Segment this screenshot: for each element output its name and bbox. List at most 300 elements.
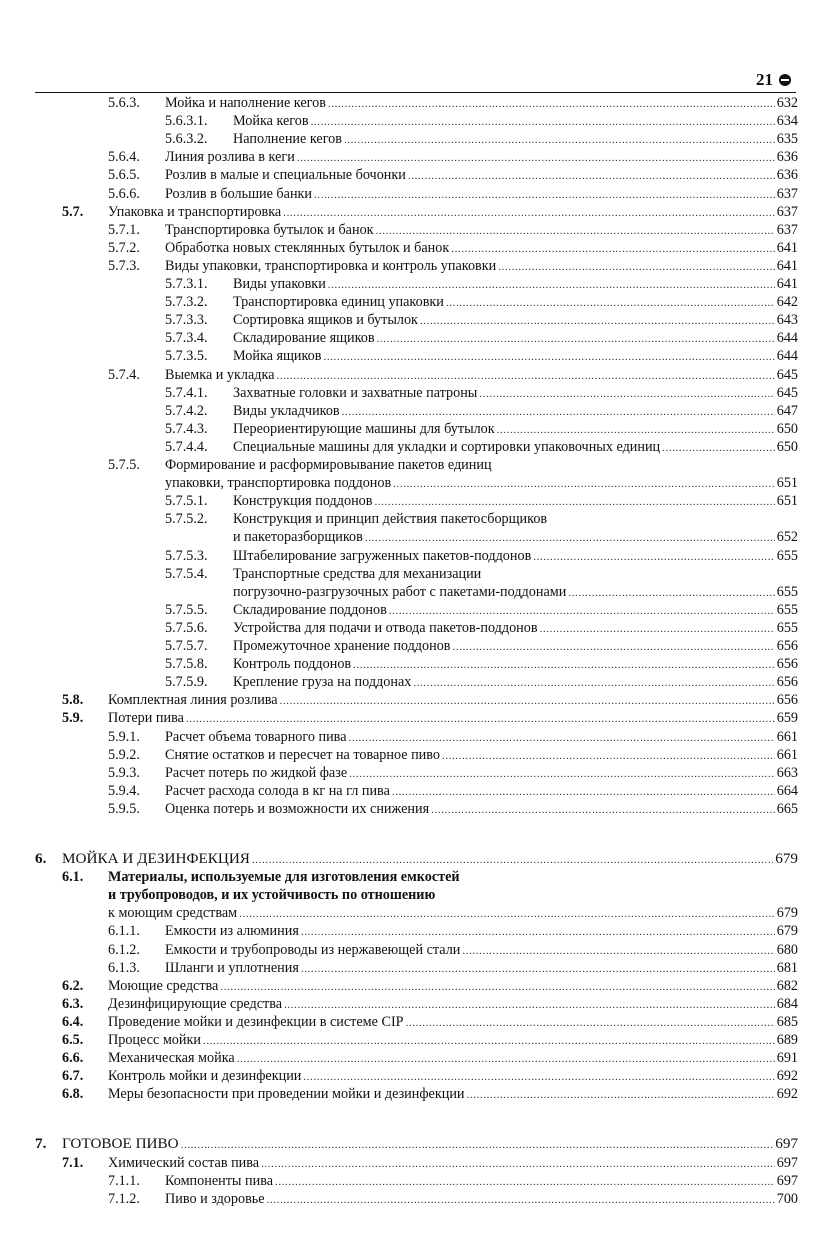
dot-leader [377, 330, 775, 348]
page-marker-icon [779, 74, 791, 86]
toc-entry-title: ГОТОВОЕ ПИВО [62, 1135, 179, 1153]
toc-entry [0, 850, 836, 868]
toc-entry-title: Расчет потерь по жидкой фазе [165, 764, 348, 781]
toc-entry-number: 5.7.5.9. [165, 674, 208, 691]
toc-entry-title: Емкости и трубопроводы из нержавеющей стали [165, 941, 461, 958]
toc-entry-number: 5.7.5. [108, 457, 140, 473]
toc-entry-title: Линия розлива в кеги [165, 149, 295, 166]
dot-leader [186, 710, 775, 728]
toc-entry-line [165, 728, 798, 747]
toc-entry-title: упаковки, транспортировка поддонов [165, 475, 392, 492]
toc-entry-line [62, 1135, 798, 1154]
toc-entry-title: Мойка кегов [233, 113, 309, 130]
toc-entry [0, 619, 836, 637]
dot-leader [252, 851, 773, 869]
toc-entry-line [165, 1172, 798, 1191]
toc-entry [0, 329, 836, 347]
toc-entry-continuation [0, 474, 836, 492]
toc-entry-page: 651 [776, 493, 798, 510]
toc-entry-page: 641 [776, 239, 798, 256]
dot-leader [353, 656, 775, 674]
toc-entry-title: Промежуточное хранение поддонов [233, 638, 451, 654]
toc-entry [0, 257, 836, 275]
toc-entry-line [165, 366, 798, 385]
dot-leader [261, 1155, 775, 1173]
toc-entry-page: 637 [776, 221, 798, 238]
toc-entry-number: 5.7.1. [108, 221, 140, 238]
toc-entry-line [233, 601, 798, 620]
dot-leader [275, 1173, 775, 1191]
dot-leader [431, 801, 775, 819]
dot-leader [277, 367, 775, 385]
toc-entry-number: 5.9.1. [108, 728, 140, 745]
toc-entry-number: 5.6.6. [108, 185, 140, 202]
toc-entry [0, 203, 836, 221]
dot-leader [393, 475, 775, 493]
toc-entry-page: 636 [776, 149, 798, 166]
toc-entry [0, 185, 836, 203]
toc-entry [0, 782, 836, 800]
toc-entry-title: Захватные головки и захватные патроны [233, 384, 478, 401]
toc-entry-number: 5.7.5.7. [165, 638, 208, 654]
toc-entry-page: 641 [776, 257, 798, 274]
toc-entry-page: 635 [776, 131, 798, 148]
header-rule [35, 92, 796, 93]
toc-entry-line [108, 1031, 798, 1050]
toc-entry-line [165, 166, 798, 185]
toc-entry [0, 691, 836, 709]
toc-entry [0, 293, 836, 311]
dot-leader [389, 602, 775, 620]
toc-entry-page: 679 [775, 850, 798, 867]
toc-entry-title: Оценка потерь и возможности их снижения [165, 800, 430, 817]
toc-entry-title: погрузочно-разгрузочных работ с пакетами-поддонами [233, 583, 567, 600]
toc-entry [0, 1013, 836, 1031]
toc-entry [0, 800, 836, 818]
toc-entry-line [233, 619, 798, 638]
toc-entry-number: 5.7.4.3. [165, 420, 208, 437]
dot-leader [662, 439, 775, 457]
toc-entry-page: 636 [776, 167, 798, 184]
toc-entry-line [108, 691, 798, 710]
toc-entry-number: 5.7.5.5. [165, 601, 208, 618]
dot-leader [301, 923, 775, 941]
toc-entry-number: 5.7.3.3. [165, 312, 208, 329]
dot-leader [453, 638, 775, 656]
toc-entry-number: 5.8. [62, 692, 84, 709]
toc-entry-page: 656 [776, 638, 798, 654]
dot-leader [408, 167, 775, 185]
toc-entry-title: Устройства для подачи и отвода пакетов-поддонов [233, 619, 538, 636]
toc-entry-number: 6. [35, 850, 47, 867]
toc-entry-number: 6.1.2. [108, 941, 140, 958]
toc-entry-line [165, 221, 798, 240]
toc-entry [0, 547, 836, 565]
toc-entry [0, 1049, 836, 1067]
toc-entry-number: 5.9.5. [108, 800, 140, 817]
toc-entry-line [165, 941, 798, 960]
dot-leader [301, 960, 775, 978]
toc-entry-line [108, 1049, 798, 1068]
toc-entry-line [165, 764, 798, 783]
toc-entry-title: Дезинфицирующие средства [108, 995, 283, 1012]
toc-entry-title: Конструкция и принцип действия пакетосборщиков [233, 511, 548, 528]
toc-entry-title: Виды упаковки, транспортировка и контроль упаковки [165, 257, 497, 274]
dot-leader [479, 385, 774, 403]
dot-leader [420, 312, 775, 330]
toc-entry-page: 637 [776, 185, 798, 202]
toc-entry-title: Моющие средства [108, 977, 219, 994]
toc-entry-page: 659 [776, 710, 798, 727]
toc-entry-title: к моющим средствам [108, 905, 238, 922]
toc-entry-title: Специальные машины для укладки и сортировки упаковочных единиц [233, 438, 661, 455]
toc-entry [0, 941, 836, 959]
page-number [756, 70, 791, 90]
toc-entry [0, 959, 836, 977]
toc-entry-line [108, 1154, 798, 1173]
toc-entry-title: МОЙКА И ДЕЗИНФЕКЦИЯ [62, 850, 250, 867]
toc-entry-line [233, 655, 798, 674]
dot-leader [376, 222, 775, 240]
dot-leader [328, 95, 775, 113]
toc-entry [0, 347, 836, 365]
toc-entry-line [233, 528, 798, 547]
toc-entry-number: 6.1.3. [108, 959, 140, 976]
dot-leader [342, 403, 775, 421]
toc-entry [0, 977, 836, 995]
toc-entry [0, 764, 836, 782]
toc-entry-page: 645 [776, 366, 798, 383]
toc-entry-number: 5.6.3. [108, 95, 140, 111]
toc-entry-page: 679 [776, 905, 798, 922]
toc-entry-title: Штабелирование загруженных пакетов-поддонов [233, 547, 532, 564]
dot-leader [540, 620, 775, 638]
dot-leader [311, 113, 775, 131]
toc-entry-number: 6.3. [62, 995, 84, 1012]
toc-entry-line [233, 492, 798, 511]
toc-entry-line [233, 583, 798, 602]
toc-entry-line [108, 1013, 798, 1032]
toc-entry-title: Переориентирующие машины для бутылок [233, 420, 495, 437]
toc-entry-line [108, 709, 798, 728]
toc-entry-title: Мойка и наполнение кегов [165, 95, 326, 111]
toc-entry-number: 6.6. [62, 1050, 84, 1067]
toc-entry-line [165, 1190, 798, 1209]
toc-entry-page: 697 [775, 1135, 798, 1153]
dot-leader [498, 258, 774, 276]
dot-leader [413, 674, 774, 692]
toc-entry-number: 5.7.3.2. [165, 294, 208, 311]
toc-entry [0, 148, 836, 166]
dot-leader [349, 765, 775, 783]
toc-entry-number: 5.7.5.1. [165, 493, 208, 510]
toc-entry-title: Выемка и укладка [165, 366, 275, 383]
toc-entry-line [233, 275, 798, 294]
toc-entry-title: Шланги и уплотнения [165, 959, 299, 976]
toc-entry-line [233, 329, 798, 348]
toc-entry-page: 665 [776, 800, 798, 817]
toc-entry-title: Мойка ящиков [233, 348, 322, 365]
toc-entry-line [165, 94, 798, 113]
toc-entry-page: 685 [776, 1013, 798, 1030]
toc-entry-page: 645 [776, 384, 798, 401]
toc-entry-line [165, 800, 798, 819]
toc-entry-number: 5.7.3.5. [165, 348, 208, 365]
toc-entry [0, 709, 836, 727]
toc-entry-title: и пакеторазборщиков [233, 529, 363, 546]
toc-entry-page: 650 [776, 420, 798, 437]
toc-entry-page: 679 [776, 923, 798, 940]
toc-entry-title: Химический состав пива [108, 1154, 260, 1171]
toc-entry-line [108, 995, 798, 1014]
toc-entry-line [233, 347, 798, 366]
toc-entry-line [108, 1085, 798, 1104]
toc-entry-number: 5.9. [62, 710, 84, 727]
toc-entry-page: 652 [776, 529, 798, 546]
toc-entry-page: 641 [776, 276, 798, 292]
toc-entry-page: 684 [776, 995, 798, 1012]
dot-leader [297, 149, 775, 167]
toc-entry-line [233, 438, 798, 457]
toc-entry-title: Материалы, используемые для изготовления емкостей [108, 869, 460, 886]
toc-entry-page: 692 [776, 1068, 798, 1085]
toc-entry-page: 656 [776, 656, 798, 673]
toc-entry-title: Транспортные средства для механизации [233, 565, 482, 582]
toc-entry-line [108, 203, 798, 222]
toc-entry-page: 689 [776, 1032, 798, 1048]
toc-entry-line [108, 1067, 798, 1086]
toc-entry [0, 275, 836, 293]
dot-leader [314, 186, 775, 204]
toc-entry-title: Наполнение кегов [233, 131, 342, 148]
toc-entry-page: 700 [776, 1190, 798, 1207]
dot-leader [568, 584, 774, 602]
dot-leader [451, 240, 774, 258]
toc-entry [0, 420, 836, 438]
toc-entry [0, 492, 836, 510]
toc-entry [0, 1031, 836, 1049]
toc-entry [0, 402, 836, 420]
toc-entry-page: 681 [776, 959, 798, 976]
toc-entry-line [62, 850, 798, 869]
toc-entry-number: 5.7.3.4. [165, 330, 208, 347]
toc-entry [0, 601, 836, 619]
toc-entry-line [233, 293, 798, 312]
dot-leader [446, 294, 775, 312]
toc-entry-number: 5.7. [62, 203, 84, 220]
toc-entry-number: 5.7.4.1. [165, 384, 208, 401]
dot-leader [323, 348, 774, 366]
toc-entry-title: Пиво и здоровье [165, 1190, 265, 1207]
toc-entry-number: 5.9.2. [108, 746, 140, 763]
dot-leader [203, 1032, 775, 1050]
toc-entry-number: 6.1. [62, 869, 84, 886]
toc-entry-title: Потери пива [108, 710, 184, 727]
toc-entry-number: 5.7.3. [108, 257, 140, 274]
toc-entry-line [165, 239, 798, 258]
toc-entry [0, 112, 836, 130]
toc-entry-line [108, 977, 798, 996]
toc-entry-page: 697 [776, 1154, 798, 1171]
toc-entry-title: Виды укладчиков [233, 402, 340, 419]
toc-entry-line [233, 130, 798, 149]
dot-leader [280, 692, 775, 710]
toc-entry-title: Расчет объема товарного пива [165, 728, 347, 745]
toc-entry-number: 5.9.4. [108, 782, 140, 799]
toc-entry-page: 680 [776, 941, 798, 958]
toc-entry-number: 7. [35, 1135, 47, 1153]
toc-entry-title: Обработка новых стеклянных бутылок и банок [165, 239, 450, 256]
toc-entry-page: 656 [776, 674, 798, 691]
dot-leader [392, 783, 775, 801]
toc-entry-title: Розлив в малые и специальные бочонки [165, 167, 406, 184]
toc-entry [0, 922, 836, 940]
toc-entry-continuation [0, 528, 836, 546]
toc-entry-number: 6.1.1. [108, 923, 140, 940]
toc-entry [0, 655, 836, 673]
toc-entry-number: 6.5. [62, 1032, 84, 1048]
toc-entry-line [165, 959, 798, 978]
toc-entry-title: Контроль поддонов [233, 656, 352, 673]
dot-leader [442, 747, 775, 765]
dot-leader [406, 1014, 775, 1032]
toc-entry-title: Механическая мойка [108, 1050, 235, 1067]
toc-entry [0, 1172, 836, 1190]
toc-entry [0, 166, 836, 184]
toc-entry-title: Проведение мойки и дезинфекции в системе CIP [108, 1013, 404, 1030]
toc-entry-page: 691 [776, 1050, 798, 1067]
dot-leader [349, 729, 775, 747]
toc-entry-page: 644 [776, 348, 798, 365]
toc-entry-page: 697 [776, 1172, 798, 1189]
toc-entry [0, 1154, 836, 1172]
toc-entry-continuation [0, 904, 836, 922]
toc-entry-title: Меры безопасности при проведении мойки и дезинфекции [108, 1086, 465, 1103]
toc-entry-number: 5.7.3.1. [165, 276, 208, 292]
toc-entry [0, 438, 836, 456]
page-number-text: 21 [756, 70, 773, 89]
toc-entry-number: 5.7.4.2. [165, 402, 208, 419]
toc-entry-page: 655 [776, 619, 798, 636]
toc-entry-number: 5.9.3. [108, 764, 140, 781]
toc-entry-number: 5.6.3.1. [165, 113, 208, 130]
toc-entry-title: Компоненты пива [165, 1172, 273, 1189]
toc-entry-page: 651 [776, 475, 798, 492]
toc-entry-page: 643 [776, 312, 798, 329]
dot-leader [533, 548, 774, 566]
toc-entry-line [233, 402, 798, 421]
toc-entry-line [233, 384, 798, 403]
toc-entry-page: 632 [776, 95, 798, 111]
dot-leader [267, 1191, 775, 1209]
dot-leader [284, 996, 775, 1014]
dot-leader [328, 276, 775, 294]
dot-leader [344, 131, 775, 149]
toc-entry-number: 6.2. [62, 977, 84, 994]
toc-entry [0, 510, 836, 528]
toc-entry [0, 1067, 836, 1085]
toc-entry-number: 5.7.5.2. [165, 511, 208, 528]
toc-entry-line [233, 112, 798, 131]
toc-entry [0, 1190, 836, 1208]
toc-entry-continuation [0, 583, 836, 601]
toc-entry [0, 366, 836, 384]
toc-entry-number: 5.6.3.2. [165, 131, 208, 148]
toc-entry-line [165, 474, 798, 493]
toc-entry-page: 644 [776, 330, 798, 347]
toc-entry-title: Транспортировка единиц упаковки [233, 294, 444, 311]
toc-entry-line [165, 746, 798, 765]
toc-entry [0, 384, 836, 402]
toc-entry-page: 642 [776, 294, 798, 311]
toc-entry-number: 5.6.5. [108, 167, 140, 184]
toc-entry-title: Расчет расхода солода в кг на гл пива [165, 782, 390, 799]
dot-leader [497, 421, 775, 439]
dot-leader [374, 493, 774, 511]
toc-entry-title: Транспортировка бутылок и банок [165, 221, 374, 238]
toc-entry [0, 1085, 836, 1103]
toc-entry-title: Складирование поддонов [233, 601, 387, 618]
toc-entry [0, 239, 836, 257]
toc-entry [0, 221, 836, 239]
toc-entry-number: 5.7.5.8. [165, 656, 208, 673]
toc-entry-number: 5.7.5.4. [165, 565, 208, 582]
toc-entry-page: 647 [776, 402, 798, 419]
toc-entry-title: Розлив в большие банки [165, 185, 313, 202]
dot-leader [303, 1068, 774, 1086]
dot-leader [283, 204, 775, 222]
dot-leader [237, 1050, 775, 1068]
toc-entry-title: Формирование и расформировывание пакетов единиц [165, 457, 492, 473]
toc-entry-title: Сортировка ящиков и бутылок [233, 312, 418, 329]
toc-entry-page: 637 [776, 203, 798, 220]
toc-entry [0, 728, 836, 746]
toc-entry-page: 661 [776, 746, 798, 763]
toc-entry [0, 130, 836, 148]
toc-entry-title: Снятие остатков и пересчет на товарное пиво [165, 746, 440, 763]
toc-entry-title: Емкости из алюминия [165, 923, 299, 940]
toc-entry [0, 456, 836, 474]
toc-entry-number: 7.1. [62, 1154, 84, 1171]
toc-entry-title: Крепление груза на поддонах [233, 674, 412, 691]
toc-entry-title: Виды упаковки [233, 276, 326, 292]
toc-entry-title: Контроль мойки и дезинфекции [108, 1068, 302, 1085]
toc-entry-title: Комплектная линия розлива [108, 692, 278, 709]
toc-entry-title: Процесс мойки [108, 1032, 201, 1048]
toc-entry-continuation [0, 886, 836, 904]
toc-entry-title: Упаковка и транспортировка [108, 203, 282, 220]
toc-entry-line [233, 420, 798, 439]
toc-entry [0, 94, 836, 112]
toc-entry-line [233, 637, 798, 656]
toc-entry [0, 565, 836, 583]
toc-entry-line [165, 148, 798, 167]
toc-entry-line [233, 311, 798, 330]
toc-entry [0, 311, 836, 329]
toc-entry-page: 634 [776, 113, 798, 130]
dot-leader [181, 1136, 774, 1154]
toc-entry-title: Конструкция поддонов [233, 493, 373, 510]
toc-entry-number: 5.6.4. [108, 149, 140, 166]
toc-entry-number: 5.7.4.4. [165, 438, 208, 455]
toc-entry-number: 7.1.2. [108, 1190, 140, 1207]
toc-entry-line [165, 185, 798, 204]
toc-entry-page: 661 [776, 728, 798, 745]
toc-entry [0, 746, 836, 764]
toc-entry-number: 6.4. [62, 1013, 84, 1030]
toc-entry-number: 5.7.2. [108, 239, 140, 256]
toc-entry-page: 664 [776, 782, 798, 799]
